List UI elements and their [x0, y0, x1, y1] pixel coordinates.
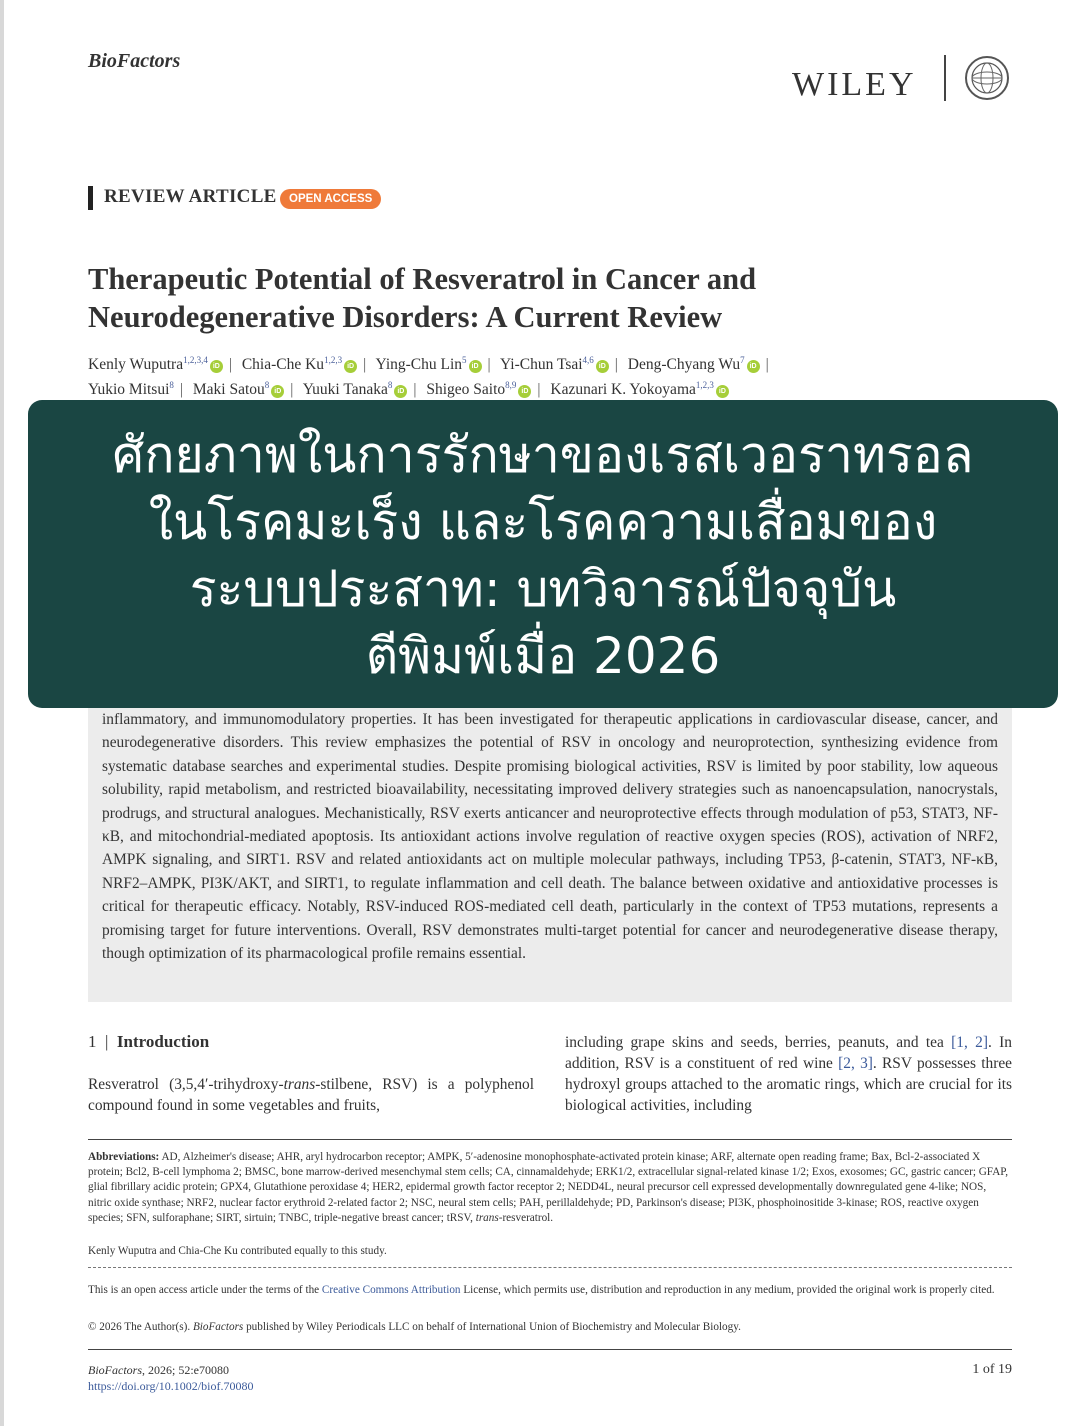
article-type: REVIEW ARTICLE	[104, 186, 277, 207]
article-type-marker	[88, 186, 93, 210]
author[interactable]: Yi-Chun Tsai$^{4,6}$iD	[500, 356, 609, 373]
author[interactable]: Deng-Chyang Wu$^7$iD	[628, 356, 760, 373]
page-edge	[0, 0, 4, 1426]
orcid-icon[interactable]: iD	[518, 385, 531, 398]
author[interactable]: Kenly Wuputra$^{1,2,3,4}$iD	[88, 356, 223, 373]
orcid-icon[interactable]: iD	[596, 360, 609, 373]
abstract-text: inflammatory, and immunomodulatory properties. It has been investigated for therapeutic applications in cardiovascular disease, cancer, and neurodegenerative disorders. This review emphasizes the potential of RSV in oncology and neuroprotection, synthesizing evidence from systematic database searches and experimental studies. Despite promising biological activities, RSV is limited by poor stability, low aqueous solubility, rapid metabolism, and restricted bioavailability, necessitating improved delivery strategies such as nanoencapsulation, nanocrystals, prodrugs, and structural analogues. Mechanistically, RSV exerts anticancer and neuroprotective effects through modulation of p53, STAT3, NF-κB, and mitochondrial-mediated apoptosis. Its antioxidant actions involve regulation of reactive oxygen species (ROS), activation of NRF2, AMPK signaling, and SIRT1. RSV and related antioxidants act on multiple molecular pathways, including TP53, β-catenin, STAT3, NF-κB, NRF2–AMPK, PI3K/AKT, and SIRT1, to regulate inflammation and cell death. The balance between oxidative and antioxidative processes is critical for therapeutic efficacy. Notably, RSV-induced ROS-mediated cell death, particularly in the context of TP53 mutations, represents a promising target for future interventions. Overall, RSV demonstrates multi-target potential for cancer and neurodegenerative disease therapy, though optimization of its pharmacological profile remains essential.	[102, 711, 998, 963]
author[interactable]: Kazunari K. Yokoyama$^{1,2,3}$iD	[550, 381, 729, 398]
overlay-line-2: ในโรคมะเร็ง และโรคความเสื่อมของ	[148, 493, 938, 551]
footer-citation: BioFactors, 2026; 52:e70080 https://doi.org/10.1002/biof.70080	[88, 1363, 254, 1393]
overlay-line-1: ศักยภาพในการรักษาของเรสเวอราทรอล	[112, 426, 974, 484]
section-heading: 1 | Introduction	[88, 1032, 210, 1051]
author-row-2: Yukio Mitsui$^8$ | Maki Satou$^8$iD | Yuuki Tanaka$^8$iD | Shigeo Saito$^{8,9}$iD | Kazunari K. Yokoyama$^{1,2,3}$iD	[88, 375, 1018, 400]
doi-link[interactable]: https://doi.org/10.1002/biof.70080	[88, 1379, 254, 1393]
orcid-icon[interactable]: iD	[469, 360, 482, 373]
overlay-line-3: ระบบประสาท: บทวิจารณ์ปัจจุบัน	[189, 560, 897, 618]
author[interactable]: Maki Satou$^8$iD	[193, 381, 284, 398]
footer-rule	[88, 1349, 1012, 1350]
orcid-icon[interactable]: iD	[210, 360, 223, 373]
footnote-rule	[88, 1139, 1012, 1140]
abbreviations: Abbreviations: AD, Alzheimer's disease; AHR, aryl hydrocarbon receptor; AMPK, 5′-adenosine monophosphate-activated protein kinase; ARF, alternate open reading frame; Bax, Bcl-2-associated X protein; Bcl2, B-cell lymphoma 2; BMSC, bone marrow-derived mesenchymal stem cells; CA, cinnamaldehyde; ERK1/2, extracellular signal-related kinase 1/2; Exos, exosomes; GC, gastric cancer; GFAP, glial fibrillary acidic protein; GPX4, Glutathione peroxidase 4; HER2, epidermal growth factor receptor 2; NEDD4L, neural precursor cell expressed developmentally downregulated gene 4-like; NOS, nitric oxide synthase; NRF2, nuclear factor erythroid 2-related factor 2; NSC, neural stem cells; PAH, perillaldehyde; PD, Parkinson's disease; PI3K, phosphoinositide 3-kinase; ROS, reactive oxygen species; SFN, sulforaphane; SIRT, sirtuin; TNBC, triple-negative breast cancer; tRSV, trans-resveratrol.	[88, 1151, 1009, 1224]
author[interactable]: Chia-Che Ku$^{1,2,3}$iD	[242, 356, 357, 373]
title-line-2: Neurodegenerative Disorders: A Current Review	[88, 300, 723, 334]
author[interactable]: Ying-Chu Lin$^5$iD	[375, 356, 481, 373]
publisher-logo: WILEY	[792, 66, 917, 103]
citation-link[interactable]: [2, 3]	[838, 1055, 873, 1072]
orcid-icon[interactable]: iD	[344, 360, 357, 373]
overlay-text	[28, 422, 1058, 690]
overlay-line-4: ตีพิมพ์เมื่อ 2026	[365, 627, 721, 685]
copyright-note: © 2026 The Author(s). BioFactors published by Wiley Periodicals LLC on behalf of International Union of Biochemistry and Molecular Biology.	[88, 1321, 741, 1333]
orcid-icon[interactable]: iD	[394, 385, 407, 398]
author-list	[88, 350, 1018, 400]
orcid-icon[interactable]: iD	[271, 385, 284, 398]
author[interactable]: Shigeo Saito$^{8,9}$iD	[426, 381, 531, 398]
title-line-1: Therapeutic Potential of Resveratrol in Cancer and	[88, 262, 757, 296]
page-number: 1 of 19	[972, 1362, 1012, 1377]
iubmb-seal-icon	[964, 55, 1010, 101]
citation-link[interactable]: [1, 2]	[951, 1034, 988, 1051]
contribution-note: Kenly Wuputra and Chia-Che Ku contributed equally to this study.	[88, 1245, 387, 1257]
orcid-icon[interactable]: iD	[716, 385, 729, 398]
logo-divider	[944, 55, 946, 101]
orcid-icon[interactable]: iD	[747, 360, 760, 373]
author[interactable]: Yuuki Tanaka$^8$iD	[303, 381, 408, 398]
author-row-1: Kenly Wuputra$^{1,2,3,4}$iD | Chia-Che Ku$^{1,2,3}$iD | Ying-Chu Lin$^5$iD | Yi-Chun Tsai$^{4,6}$iD | Deng-Chyang Wu$^7$iD |	[88, 355, 769, 374]
open-access-badge: OPEN ACCESS	[280, 189, 381, 209]
intro-column-2: including grape skins and seeds, berries, peanuts, and tea [1, 2]. In addition, RSV is a constituent of red wine [2, 3]. RSV possesses three hydroxyl groups attached to the aromatic rings, which are crucial for its biological activities, including	[565, 1034, 1013, 1114]
intro-column-1: Resveratrol (3,5,4′-trihydroxy-trans-stilbene, RSV) is a polyphenol compound found in some vegetables and fruits,	[88, 1076, 534, 1114]
abstract-box	[88, 700, 1012, 1002]
journal-name: BioFactors	[88, 50, 181, 72]
thai-title-overlay	[28, 400, 1058, 708]
dashed-divider	[88, 1267, 1012, 1268]
author[interactable]: Yukio Mitsui$^8$	[88, 380, 174, 399]
license-note: This is an open access article under the terms of the Creative Commons Attribution License, which permits use, distribution and reproduction in any medium, provided the original work is properly cited.	[88, 1284, 995, 1296]
article-title	[88, 260, 988, 336]
license-link[interactable]: Creative Commons Attribution	[321, 1284, 461, 1296]
